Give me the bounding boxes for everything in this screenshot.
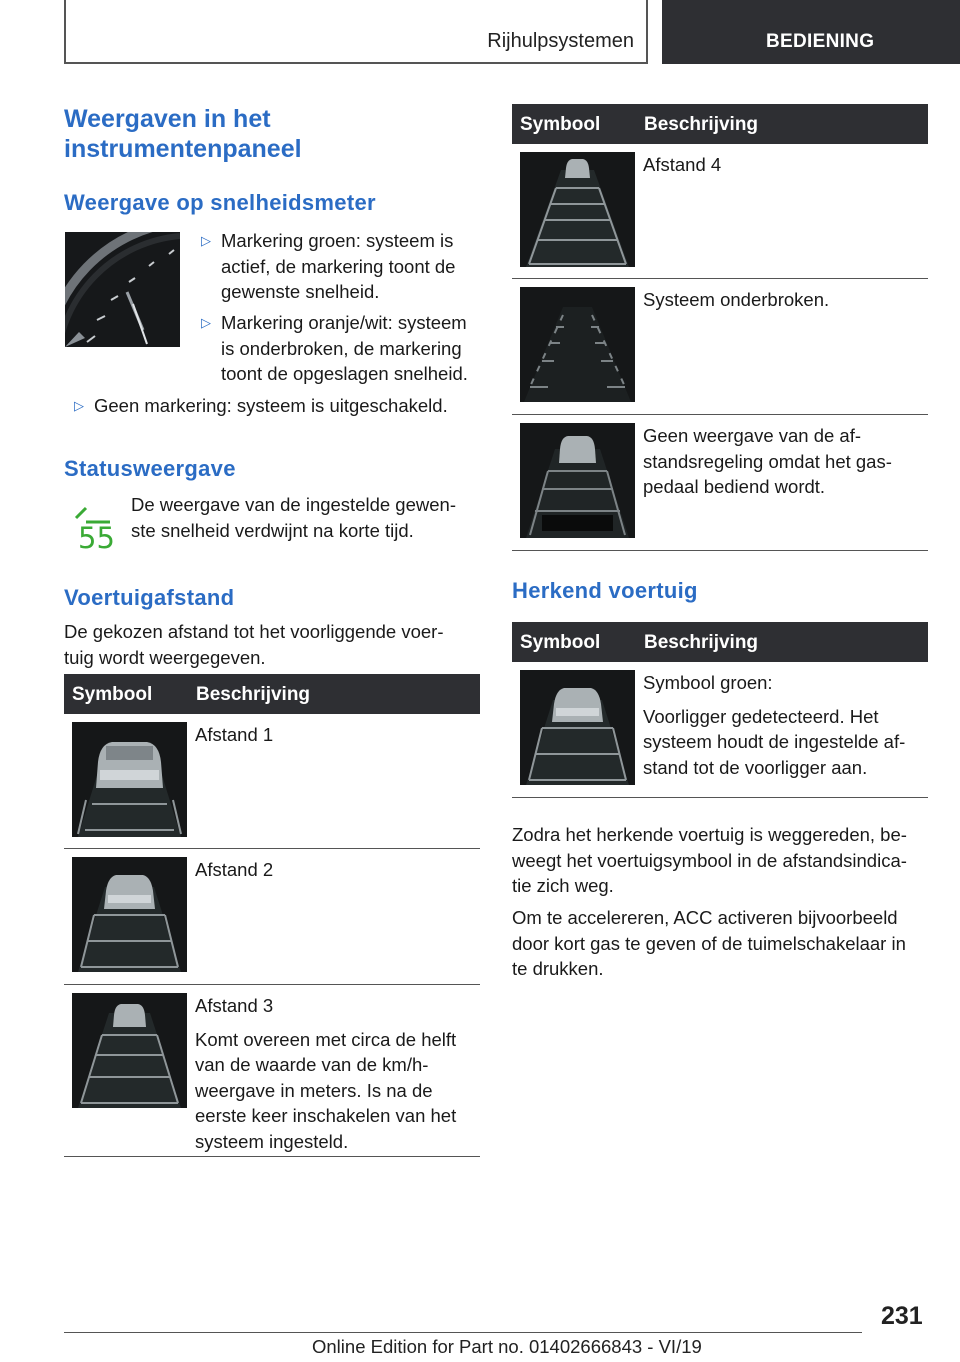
status-text: De weergave van de ingestelde gewen‐ ste snelheid verdwijnt na korte tijd.	[131, 494, 456, 541]
header-symbol: Symbool	[72, 684, 153, 705]
table-row	[64, 849, 480, 985]
header-description: Beschrijving	[644, 632, 759, 653]
speed-status-icon: 55	[72, 504, 120, 552]
header-section-tab	[64, 0, 648, 64]
bullet-no-marking: ▷ Geen markering: systeem is uitgeschakeld.	[74, 393, 484, 419]
footer-edition: Online Edition for Part no. 01402666843 - VI/19	[312, 1336, 702, 1357]
row-description: Afstand 1	[195, 724, 274, 745]
table-row	[512, 662, 928, 798]
table-row	[512, 144, 928, 279]
triangle-bullet-icon: ▷	[201, 233, 211, 248]
table-row	[512, 279, 928, 415]
row-detail: Komt overeen met circa de helft van de waarde van de km/h- weergave in meters. Is na de eerste keer inschakelen van het systeem ingesteld.	[195, 1028, 457, 1152]
table-row	[64, 985, 480, 1157]
page-title-line1: Weergaven in het	[64, 105, 271, 133]
table-row	[512, 415, 928, 551]
distance-heading: Voertuigafstand	[64, 585, 235, 610]
page-title-line2: instrumentenpaneel	[64, 135, 302, 163]
row-description: Geen weergave van de af‐ standsregeling omdat het gas‐ pedaal bediend wordt.	[643, 425, 892, 497]
row-description: Afstand 2	[195, 859, 274, 880]
table-header	[512, 622, 928, 662]
system-interrupted-image	[520, 287, 635, 402]
speedometer-image	[65, 232, 180, 347]
table-row	[64, 714, 480, 849]
row-description: Systeem onderbroken.	[643, 289, 830, 310]
vehicle-detected-image	[520, 670, 635, 785]
table-header	[64, 674, 480, 714]
status-heading: Statusweergave	[64, 456, 236, 481]
header-chapter-label: BEDIENING	[766, 31, 875, 52]
table-header	[512, 104, 928, 144]
distance-4-image	[520, 152, 635, 267]
header-chapter-tab	[662, 0, 960, 64]
page-title	[64, 104, 302, 164]
bullet-green-marking: ▷ Markering groen: systeem is actief, de markering toont de gewenste snelheid.	[201, 230, 456, 302]
page-number: 231	[881, 1302, 923, 1330]
row-detail: Voorligger gedetecteerd. Het systeem houdt de ingestelde af‐ stand tot de voorligger aan.	[643, 705, 906, 778]
speedometer-heading: Weergave op snelheidsmeter	[64, 190, 376, 215]
paragraph-vehicle-leaves: Zodra het herkende voertuig is weggereden, be‐ weegt het voertuigsymbool in de afstandsindica‐ tie zich weg.	[512, 824, 907, 896]
triangle-bullet-icon: ▷	[74, 398, 84, 413]
recognized-vehicle-table	[512, 622, 928, 798]
header-symbol: Symbool	[520, 114, 601, 135]
triangle-bullet-icon: ▷	[201, 315, 211, 330]
header-description: Beschrijving	[644, 114, 759, 135]
row-description: Symbool groen:	[643, 672, 773, 693]
footer-divider	[64, 1332, 862, 1333]
distance-intro: De gekozen afstand tot het voorliggende voer‐ tuig wordt weergegeven.	[64, 621, 444, 668]
header-symbol: Symbool	[520, 632, 601, 653]
paragraph-accelerate: Om te accelereren, ACC activeren bijvoorbeeld door kort gas te geven of de tuimelschakelaar in te drukken.	[512, 907, 906, 979]
no-distance-display-image	[520, 423, 635, 538]
distance-table-continued	[512, 104, 928, 551]
distance-2-image	[72, 857, 187, 972]
bullet-orange-marking: ▷ Markering oranje/wit: systeem is onderbroken, de markering toont de opgeslagen snelheid.	[201, 312, 468, 384]
row-description: Afstand 4	[643, 154, 722, 175]
header-section-label: Rijhulpsystemen	[487, 30, 634, 52]
distance-1-image	[72, 722, 187, 837]
distance-3-image	[72, 993, 187, 1108]
distance-table	[64, 674, 480, 1157]
recognized-vehicle-heading: Herkend voertuig	[512, 578, 698, 603]
row-description: Afstand 3	[195, 995, 274, 1016]
header-description: Beschrijving	[196, 684, 311, 705]
